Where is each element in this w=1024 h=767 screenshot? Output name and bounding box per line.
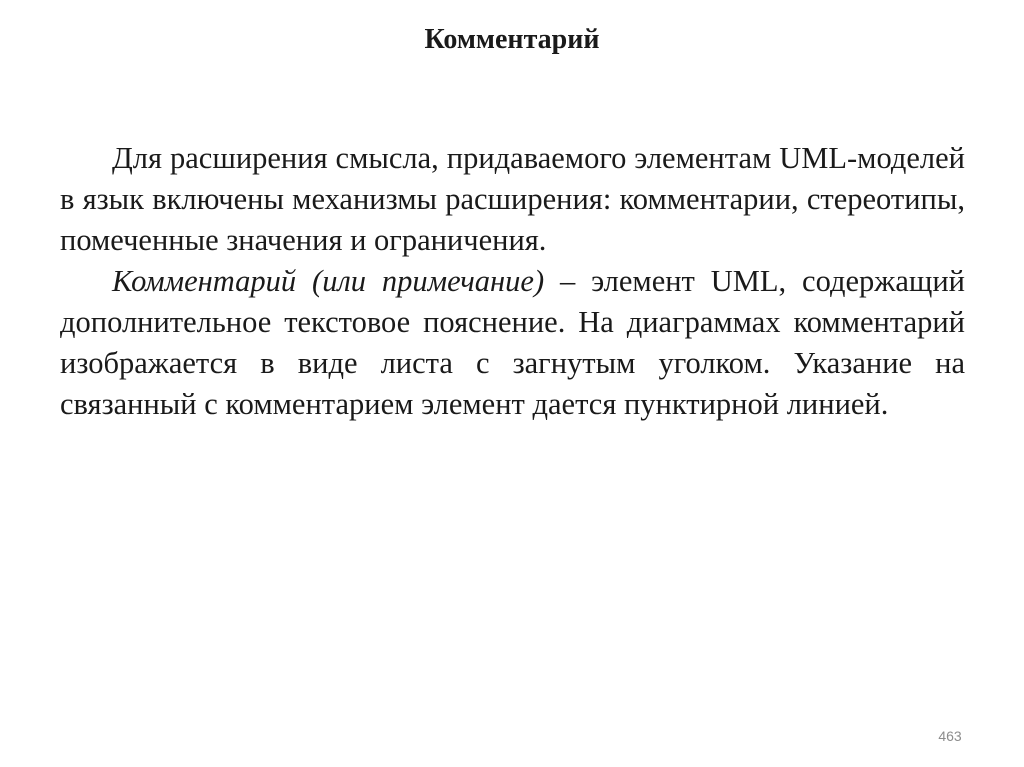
comment-definition-text: – элемент UML, содержащий дополнительное текстовое пояснение. На диаграммах комментарий изображается в виде листа с загнутым уголком. Указание на связанный с комментарием элемент дается пунктирной линией. (60, 264, 965, 421)
paragraph-extension-mechanisms: Для расширения смысла, придаваемого элементам UML-моделей в язык включены механизмы расширения: комментарии, стереотипы, помеченные значения и ограничения. (60, 141, 965, 257)
slide-title: Комментарий (424, 24, 600, 55)
comment-term-italic: Комментарий (или примечание) (112, 264, 545, 298)
slide-body (60, 138, 965, 425)
paragraph-comment-definition (60, 261, 965, 425)
page-number: 463 (938, 728, 962, 744)
